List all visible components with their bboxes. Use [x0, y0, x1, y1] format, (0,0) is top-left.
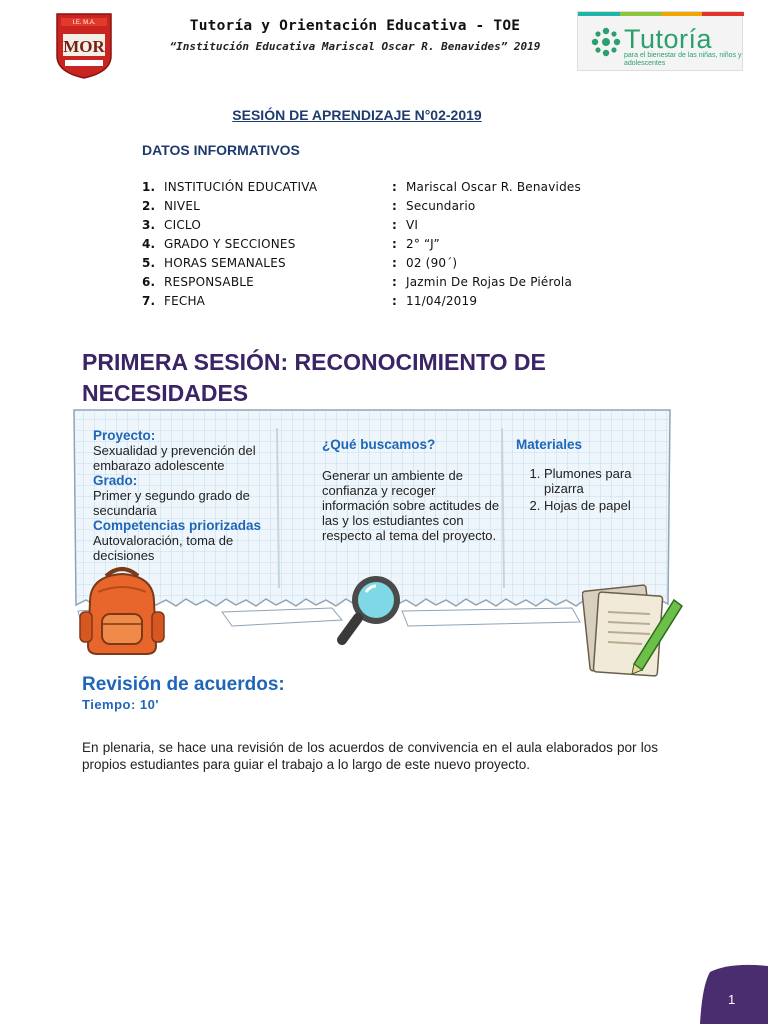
info-num: 3. [142, 217, 156, 232]
info-value: VI [406, 217, 419, 232]
info-num: 1. [142, 179, 156, 194]
revision-paragraph: En plenaria, se hace una revisión de los acuerdos de convivencia en el aula elaborados por los propios estudiantes para guiar el trabajo a lo largo de este nuevo proyecto. [82, 740, 658, 772]
materiales-list [516, 466, 666, 513]
info-label: HORAS SEMANALES [164, 255, 286, 270]
info-value: Jazmin De Rojas De Piérola [406, 274, 572, 289]
tutoria-tagline: para el bienestar de las niñas, niños y adolescentes [624, 52, 742, 67]
info-row [142, 234, 662, 253]
info-label: RESPONSABLE [164, 274, 254, 289]
header-subtitle: “Institución Educativa Mariscal Oscar R. Benavides” 2019 [169, 40, 541, 53]
info-value: Secundario [406, 198, 476, 213]
tiempo-label: Tiempo: 10' [82, 697, 159, 712]
card-column-materiales [516, 437, 666, 515]
info-num: 7. [142, 293, 156, 308]
info-colon: : [392, 217, 397, 232]
info-value: 02 (90´) [406, 255, 458, 270]
info-colon: : [392, 236, 397, 251]
info-row [142, 253, 662, 272]
competencias-text: Autovaloración, toma de decisiones [93, 533, 234, 563]
materiales-heading: Materiales [516, 437, 583, 452]
proyecto-text: Sexualidad y prevención del embarazo adolescente [93, 443, 256, 473]
info-num: 6. [142, 274, 156, 289]
grado-text: Primer y segundo grado de secundaria [93, 488, 250, 518]
info-colon: : [392, 293, 397, 308]
info-num: 5. [142, 255, 156, 270]
info-value: 2° “J” [406, 236, 440, 251]
buscamos-heading: ¿Qué buscamos? [322, 437, 436, 452]
svg-text:I.E. M.A.: I.E. M.A. [72, 20, 96, 26]
info-value: Mariscal Oscar R. Benavides [406, 179, 581, 194]
info-list [142, 177, 662, 310]
info-label: GRADO Y SECCIONES [164, 236, 296, 251]
page-number: 1 [728, 992, 736, 1007]
info-label: NIVEL [164, 198, 200, 213]
grado-heading: Grado: [93, 473, 138, 488]
info-num: 4. [142, 236, 156, 251]
info-value: 11/04/2019 [406, 293, 478, 308]
info-num: 2. [142, 198, 156, 213]
datos-informativos-heading: DATOS INFORMATIVOS [142, 142, 300, 158]
info-colon: : [392, 255, 397, 270]
info-row [142, 215, 662, 234]
magnifier-icon [336, 570, 408, 648]
list-item: 2. Hojas de papel [544, 498, 666, 513]
info-row [142, 272, 662, 291]
flower-icon [590, 26, 622, 58]
card-column-buscamos [322, 437, 502, 543]
proyecto-heading: Proyecto: [93, 428, 156, 443]
info-row [142, 196, 662, 215]
svg-text:MOR: MOR [63, 37, 105, 56]
info-colon: : [392, 274, 397, 289]
info-label: FECHA [164, 293, 206, 308]
buscamos-text: Generar un ambiente de confianza y recoger información sobre actitudes de las y los estudiantes con respecto al tema del proyecto. [322, 468, 500, 543]
primera-sesion-heading: PRIMERA SESIÓN: RECONOCIMIENTO DE NECESIDADES [82, 349, 546, 406]
info-colon: : [392, 198, 397, 213]
card-column-proyecto [93, 428, 283, 563]
session-title: SESIÓN DE APRENDIZAJE N°02-2019 [232, 107, 482, 123]
info-label: INSTITUCIÓN EDUCATIVA [164, 179, 318, 194]
info-colon: : [392, 179, 397, 194]
info-row [142, 291, 662, 310]
list-item: 1. Plumones para pizarra [544, 466, 666, 496]
info-label: CICLO [164, 217, 201, 232]
papers-pencil-icon [582, 582, 686, 678]
tutoria-brand: Tutoría [624, 24, 713, 54]
tutoria-logo [577, 11, 743, 71]
school-crest-logo [55, 12, 113, 80]
competencias-heading: Competencias priorizadas [93, 518, 262, 533]
backpack-icon [76, 562, 168, 658]
revision-heading: Revisión de acuerdos: [82, 674, 285, 695]
header-title: Tutoría y Orientación Educativa - TOE [189, 18, 521, 34]
info-row [142, 177, 662, 196]
